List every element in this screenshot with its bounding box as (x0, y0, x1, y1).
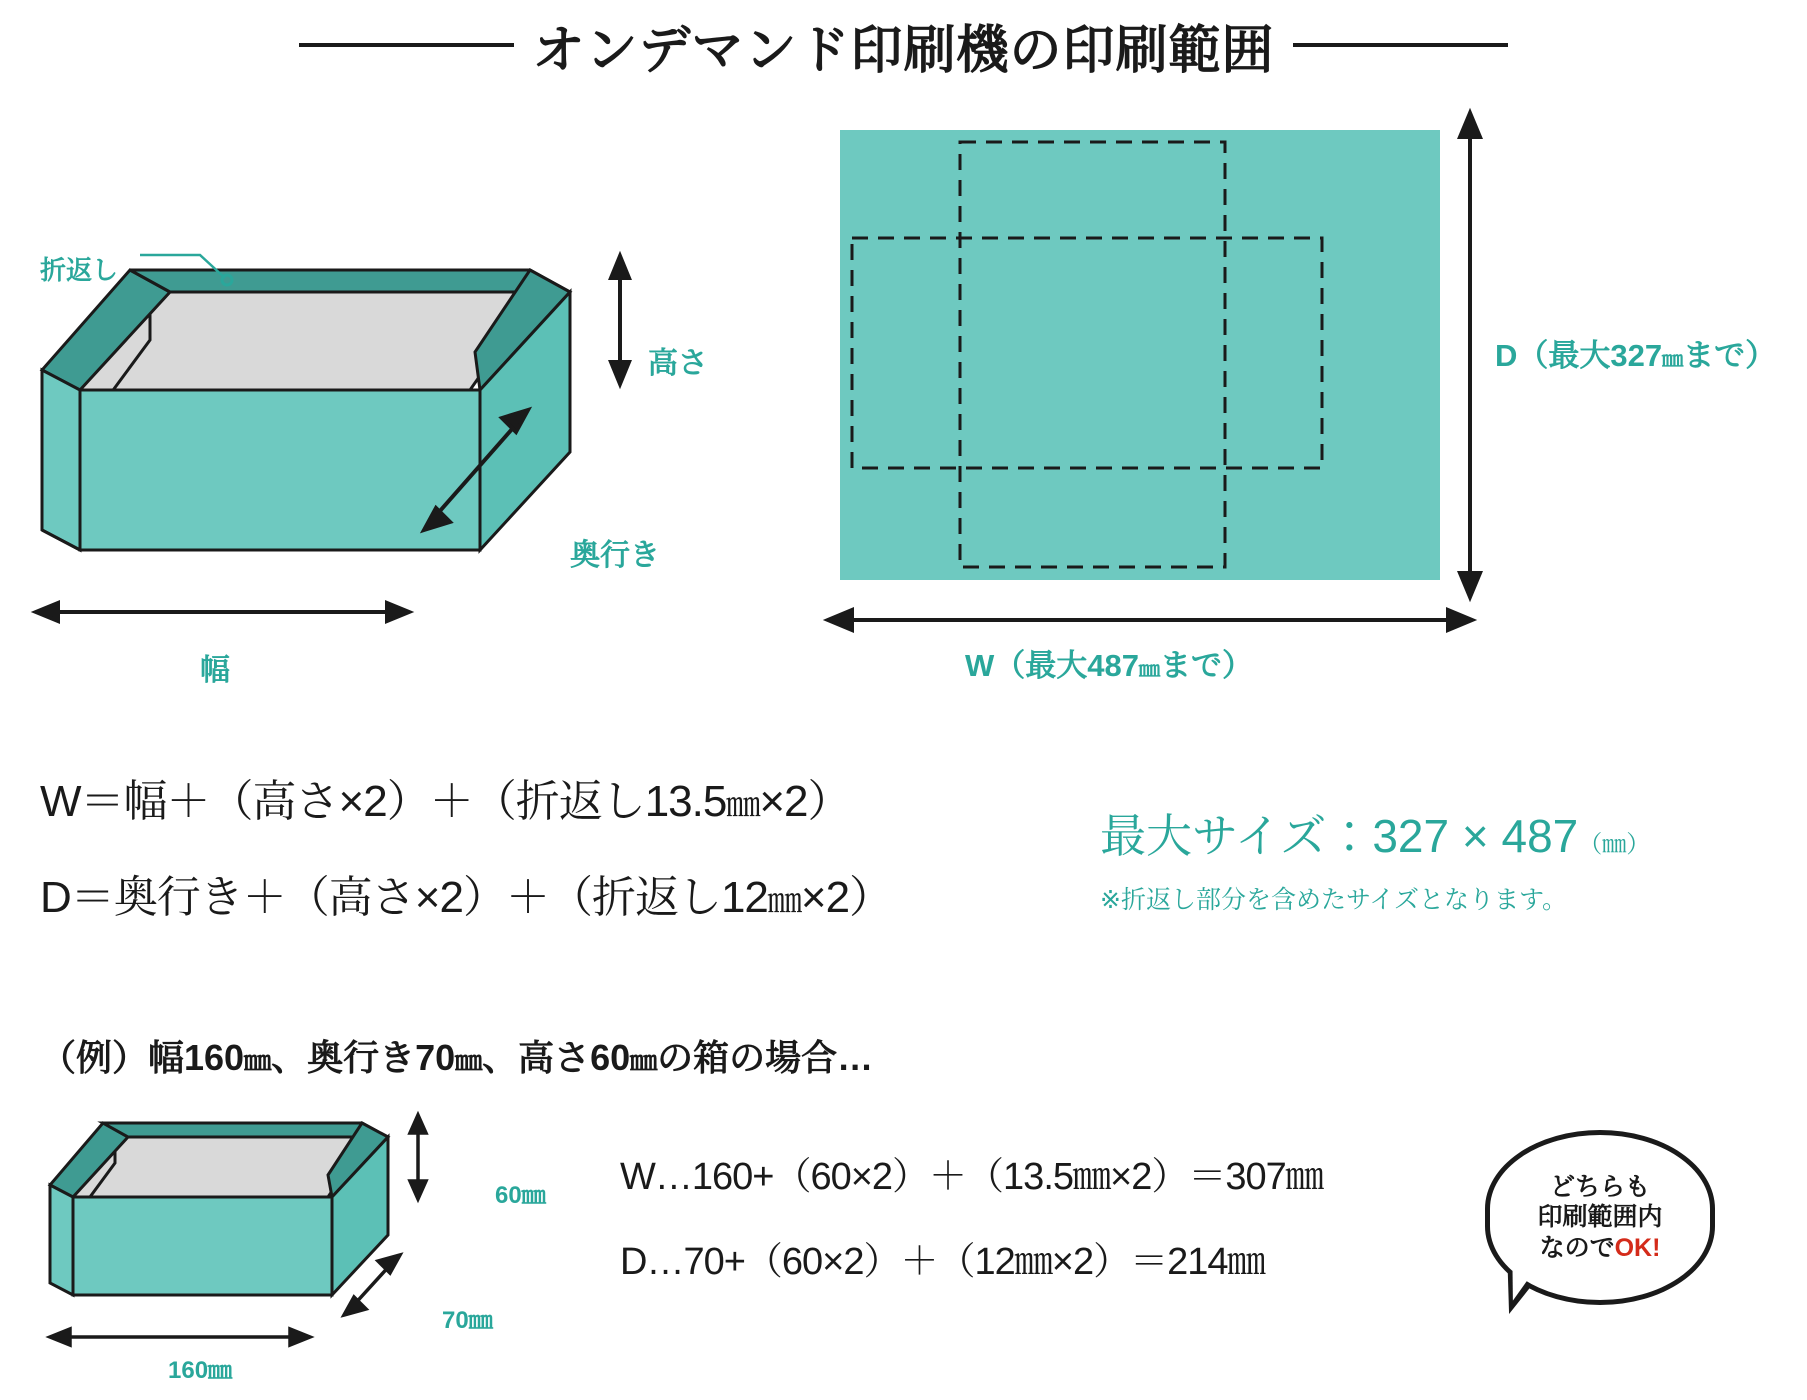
example-heading-d: の箱の場合… (657, 1037, 874, 1078)
formula-w-unit: ㎜ (726, 786, 760, 824)
print-area-diagram (830, 120, 1470, 590)
balloon-line-3-text: なので (1539, 1233, 1615, 1262)
width-label: 幅 (200, 654, 230, 687)
example-heading-u2: ㎜ (455, 1046, 483, 1076)
example-formula-block (620, 1145, 1323, 1315)
balloon-line-3 (1540, 1233, 1661, 1264)
w-dimension-label (965, 640, 1253, 685)
title-rule-left (299, 43, 514, 47)
box-illustration (20, 230, 680, 670)
example-heading-u1: ㎜ (244, 1046, 272, 1076)
d-dimension-label (1495, 330, 1776, 375)
max-size-unit: （㎜） (1578, 831, 1651, 858)
formula-d-part1: D＝奥行き＋（高さ×2）＋（折返し12 (40, 873, 768, 922)
formula-w-part1: W＝幅＋（高さ×2）＋（折返し13.5 (40, 777, 727, 826)
max-size-block (1100, 800, 1780, 916)
formula-block (40, 765, 1050, 957)
d-label-unit: ㎜ (1662, 348, 1684, 371)
ok-speech-balloon (1485, 1130, 1715, 1305)
example-height-label: 60㎜ (495, 1182, 546, 1209)
example-heading-c: 、高さ60 (482, 1037, 631, 1078)
w-label-main: W（最大487 (965, 648, 1139, 683)
title-row (0, 0, 1807, 90)
depth-label: 奥行き (570, 539, 660, 572)
d-label-main: D（最大327 (1495, 338, 1663, 373)
example-calc-w: W…160+（60×2）＋（13.5㎜×2）＝307㎜ (620, 1156, 1323, 1198)
balloon-text (1485, 1130, 1715, 1305)
example-heading-b: 、奥行き70 (271, 1037, 456, 1078)
example-box-illustration (40, 1105, 470, 1355)
max-size-main-text: 最大サイズ：327 × 487 (1100, 810, 1579, 862)
example-depth-label: 70㎜ (442, 1307, 493, 1334)
formula-d-unit: ㎜ (767, 882, 801, 920)
formula-d-part3: ×2） (800, 873, 893, 922)
example-heading-u3: ㎜ (630, 1046, 658, 1076)
d-label-tail: まで） (1683, 338, 1777, 373)
example-heading (40, 1030, 873, 1081)
foldback-label: 折返し (40, 255, 119, 285)
formula-d (40, 861, 1050, 925)
example-calc-d: D…70+（60×2）＋（12㎜×2）＝214㎜ (620, 1241, 1265, 1283)
d-dimension-arrow (1440, 105, 1500, 605)
w-label-unit: ㎜ (1138, 658, 1160, 681)
balloon-line-1: どちらも (1549, 1172, 1650, 1201)
height-label: 高さ (648, 347, 708, 380)
max-size-note: ※折返し部分を含めたサイズとなります。 (1100, 886, 1567, 914)
formula-w (40, 765, 1050, 829)
max-size-value (1100, 800, 1780, 866)
balloon-line-2: 印刷範囲内 (1537, 1203, 1663, 1232)
example-heading-a: （例）幅160 (40, 1037, 245, 1078)
title-rule-right (1293, 43, 1508, 47)
page-title: オンデマンド印刷機の印刷範囲 (532, 21, 1275, 80)
w-dimension-arrow (820, 595, 1480, 645)
example-width-label: 160㎜ (168, 1357, 233, 1384)
formula-w-part3: ×2） (759, 777, 851, 826)
w-label-tail: まで） (1159, 648, 1253, 683)
balloon-ok-text: OK! (1614, 1233, 1661, 1262)
